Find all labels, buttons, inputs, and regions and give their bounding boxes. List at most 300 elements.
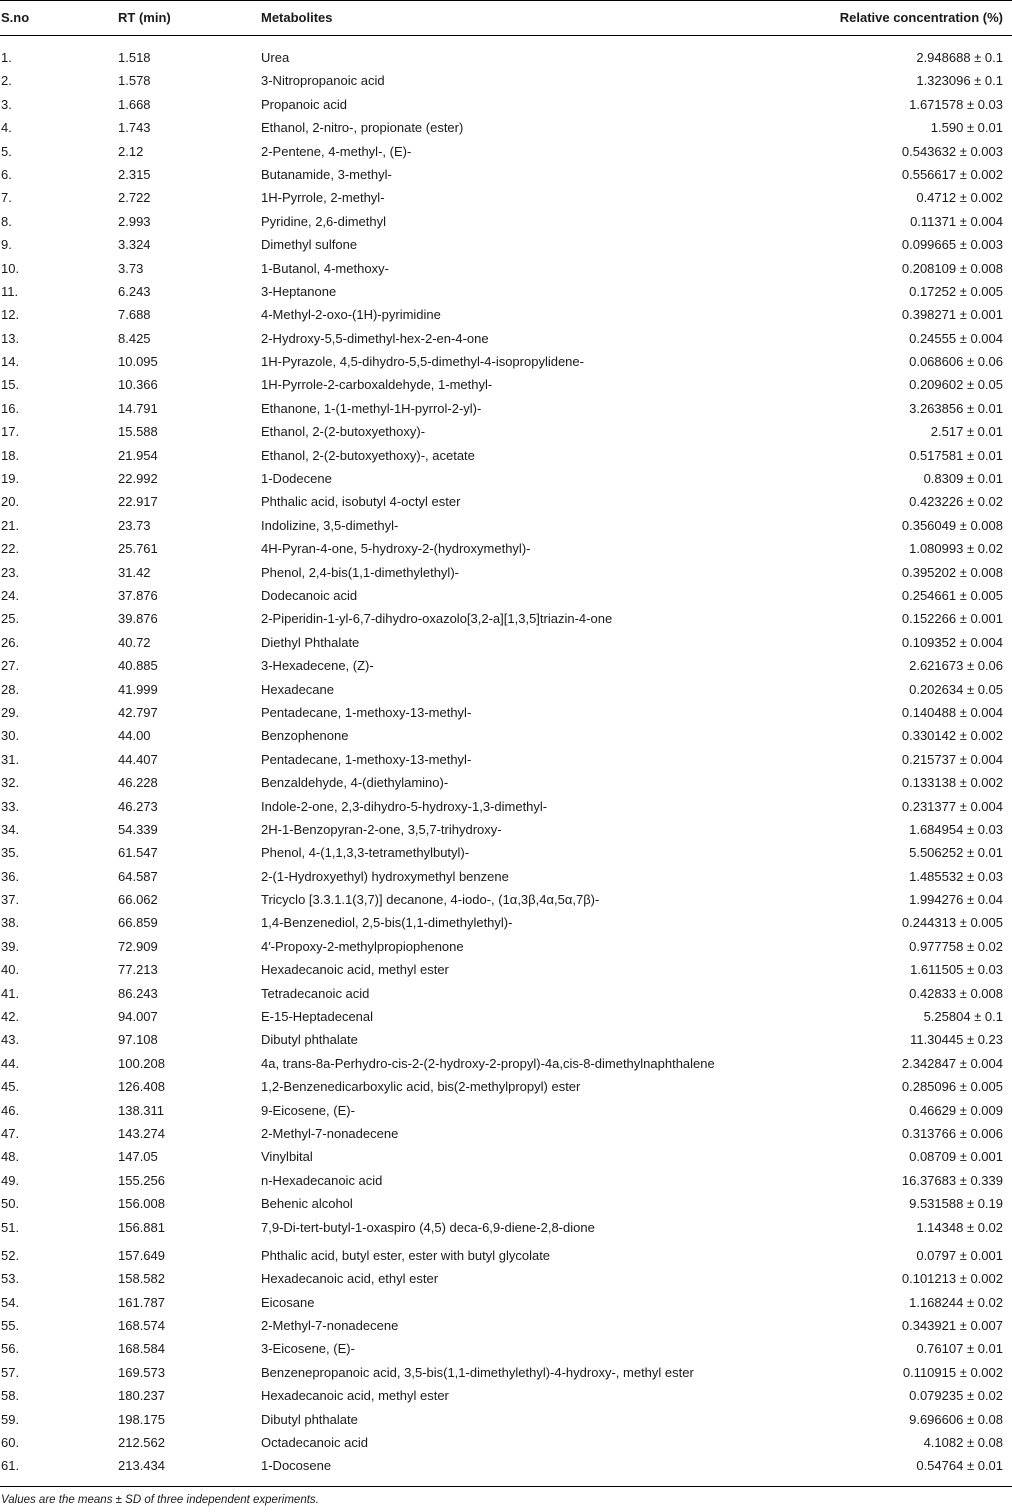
cell-concentration: 0.313766 ± 0.006 — [901, 1125, 1003, 1141]
cell-metabolite: 2-Piperidin-1-yl-6,7-dihydro-oxazolo[3,2-a][1,3,5]triazin-4-one — [261, 611, 613, 627]
cell-concentration: 0.109352 ± 0.004 — [901, 634, 1003, 650]
cell-metabolite: 1H-Pyrrole-2-carboxaldehyde, 1-methyl- — [261, 377, 493, 393]
cell-rt: 46.228 — [118, 775, 158, 791]
cell-sno: 26. — [1, 634, 20, 650]
cell-rt: 41.999 — [118, 681, 158, 697]
cell-concentration: 1.994276 ± 0.04 — [909, 892, 1003, 908]
table-row — [0, 748, 1012, 771]
cell-sno: 54. — [1, 1294, 20, 1310]
table-row — [0, 818, 1012, 841]
cell-concentration: 0.17252 ± 0.005 — [909, 283, 1003, 299]
cell-concentration: 0.209602 ± 0.05 — [909, 377, 1003, 393]
cell-metabolite: Vinylbital — [261, 1149, 313, 1165]
table-row — [0, 1454, 1012, 1477]
table-row — [0, 1005, 1012, 1028]
cell-sno: 50. — [1, 1196, 20, 1212]
cell-rt: 15.588 — [118, 424, 158, 440]
cell-concentration: 0.395202 ± 0.008 — [901, 564, 1003, 580]
cell-rt: 86.243 — [118, 985, 158, 1001]
cell-rt: 14.791 — [118, 400, 158, 416]
cell-rt: 138.311 — [118, 1102, 165, 1118]
cell-concentration: 1.080993 ± 0.02 — [909, 541, 1003, 557]
cell-metabolite: 2-Methyl-7-nonadecene — [261, 1125, 399, 1141]
cell-concentration: 0.42833 ± 0.008 — [909, 985, 1003, 1001]
cell-sno: 45. — [1, 1079, 20, 1095]
cell-sno: 14. — [1, 354, 20, 370]
cell-sno: 10. — [1, 260, 20, 276]
table-row — [0, 1145, 1012, 1168]
cell-rt: 3.324 — [118, 237, 151, 253]
cell-metabolite: Dimethyl sulfone — [261, 237, 358, 253]
cell-sno: 9. — [1, 237, 12, 253]
cell-rt: 23.73 — [118, 517, 151, 533]
cell-metabolite: Pentadecane, 1-methoxy-13-methyl- — [261, 751, 472, 767]
cell-concentration: 0.202634 ± 0.05 — [909, 681, 1003, 697]
cell-sno: 44. — [1, 1055, 20, 1071]
table-footnote: Values are the means ± SD of three independent experiments. — [1, 1494, 319, 1506]
cell-metabolite: Octadecanoic acid — [261, 1435, 368, 1451]
table-row — [0, 420, 1012, 443]
cell-metabolite: Phenol, 4-(1,1,3,3-tetramethylbutyl)- — [261, 845, 470, 861]
cell-metabolite: Dodecanoic acid — [261, 587, 358, 603]
cell-metabolite: 4a, trans-8a-Perhydro-cis-2-(2-hydroxy-2-propyl)-4a,cis-8-dimethylnaphthalene — [261, 1055, 715, 1071]
cell-concentration: 0.08709 ± 0.001 — [909, 1149, 1003, 1165]
cell-concentration: 0.398271 ± 0.001 — [901, 307, 1003, 323]
cell-metabolite: Dibutyl phthalate — [261, 1032, 358, 1048]
cell-sno: 51. — [1, 1219, 20, 1235]
cell-sno: 29. — [1, 704, 20, 720]
cell-concentration: 1.671578 ± 0.03 — [909, 96, 1003, 112]
cell-rt: 156.008 — [118, 1196, 165, 1212]
cell-rt: 64.587 — [118, 868, 158, 884]
cell-rt: 22.992 — [118, 471, 158, 487]
table-row — [0, 210, 1012, 233]
cell-metabolite: Ethanone, 1-(1-methyl-1H-pyrrol-2-yl)- — [261, 400, 482, 416]
cell-concentration: 0.76107 ± 0.01 — [916, 1341, 1003, 1357]
cell-sno: 31. — [1, 751, 20, 767]
table-body — [0, 46, 1012, 1478]
cell-concentration: 2.517 ± 0.01 — [930, 424, 1003, 440]
cell-sno: 19. — [1, 471, 20, 487]
cell-rt: 7.688 — [118, 307, 151, 323]
cell-rt: 54.339 — [118, 821, 158, 837]
cell-concentration: 0.254661 ± 0.005 — [901, 587, 1003, 603]
cell-rt: 168.574 — [118, 1318, 165, 1334]
cell-sno: 46. — [1, 1102, 20, 1118]
cell-metabolite: Benzophenone — [261, 728, 349, 744]
table-row — [0, 116, 1012, 139]
header-rt: RT (min) — [118, 10, 171, 25]
cell-sno: 47. — [1, 1125, 20, 1141]
cell-metabolite: 1-Dodecene — [261, 471, 332, 487]
cell-sno: 13. — [1, 330, 20, 346]
cell-sno: 3. — [1, 96, 12, 112]
cell-concentration: 0.208109 ± 0.008 — [901, 260, 1003, 276]
cell-rt: 44.00 — [118, 728, 151, 744]
cell-metabolite: 3-Nitropropanoic acid — [261, 73, 385, 89]
table-row — [0, 1314, 1012, 1337]
table-row — [0, 1099, 1012, 1122]
cell-rt: 168.584 — [118, 1341, 165, 1357]
cell-metabolite: Eicosane — [261, 1294, 315, 1310]
cell-rt: 37.876 — [118, 587, 158, 603]
cell-sno: 57. — [1, 1364, 20, 1380]
cell-concentration: 3.263856 ± 0.01 — [909, 400, 1003, 416]
cell-metabolite: Indole-2-one, 2,3-dihydro-5-hydroxy-1,3-dimethyl- — [261, 798, 548, 814]
cell-metabolite: E-15-Heptadecenal — [261, 1009, 374, 1025]
cell-rt: 6.243 — [118, 283, 151, 299]
table-row — [0, 257, 1012, 280]
cell-concentration: 9.696606 ± 0.08 — [909, 1411, 1003, 1427]
cell-sno: 1. — [1, 50, 12, 65]
cell-metabolite: Tetradecanoic acid — [261, 985, 370, 1001]
table-row — [0, 46, 1012, 69]
cell-sno: 11. — [1, 283, 19, 299]
cell-sno: 23. — [1, 564, 20, 580]
table-row — [0, 584, 1012, 607]
cell-rt: 72.909 — [118, 938, 158, 954]
cell-sno: 2. — [1, 73, 12, 89]
cell-sno: 27. — [1, 658, 20, 674]
cell-metabolite: Phthalic acid, butyl ester, ester with butyl glycolate — [261, 1247, 551, 1263]
table-row — [0, 467, 1012, 490]
cell-sno: 34. — [1, 821, 20, 837]
cell-rt: 25.761 — [118, 541, 158, 557]
cell-rt: 126.408 — [118, 1079, 165, 1095]
cell-concentration: 1.14348 ± 0.02 — [916, 1219, 1003, 1235]
cell-rt: 161.787 — [118, 1294, 165, 1310]
cell-metabolite: 4′-Propoxy-2-methylpropiophenone — [261, 938, 464, 954]
cell-sno: 16. — [1, 400, 20, 416]
cell-rt: 2.722 — [118, 190, 151, 206]
table-row — [0, 701, 1012, 724]
cell-metabolite: Ethanol, 2-(2-butoxyethoxy)- — [261, 424, 426, 440]
cell-concentration: 5.506252 ± 0.01 — [909, 845, 1003, 861]
cell-metabolite: 1,2-Benzenedicarboxylic acid, bis(2-methylpropyl) ester — [261, 1079, 581, 1095]
table-row — [0, 841, 1012, 864]
cell-rt: 156.881 — [118, 1219, 165, 1235]
cell-metabolite: Urea — [261, 50, 290, 65]
cell-metabolite: 4H-Pyran-4-one, 5-hydroxy-2-(hydroxymethyl)- — [261, 541, 531, 557]
cell-metabolite: 2-Pentene, 4-methyl-, (E)- — [261, 143, 412, 159]
cell-metabolite: Butanamide, 3-methyl- — [261, 166, 392, 182]
cell-concentration: 0.215737 ± 0.004 — [901, 751, 1003, 767]
cell-concentration: 0.079235 ± 0.02 — [909, 1388, 1003, 1404]
cell-concentration: 9.531588 ± 0.19 — [909, 1196, 1003, 1212]
table-row — [0, 140, 1012, 163]
cell-concentration: 0.140488 ± 0.004 — [901, 704, 1003, 720]
cell-metabolite: 1H-Pyrrole, 2-methyl- — [261, 190, 385, 206]
table-row — [0, 607, 1012, 630]
cell-metabolite: 2-Hydroxy-5,5-dimethyl-hex-2-en-4-one — [261, 330, 489, 346]
cell-sno: 21. — [1, 517, 20, 533]
cell-sno: 38. — [1, 915, 20, 931]
cell-sno: 36. — [1, 868, 20, 884]
cell-concentration: 0.231377 ± 0.004 — [901, 798, 1003, 814]
cell-rt: 143.274 — [118, 1125, 165, 1141]
table-row — [0, 514, 1012, 537]
table-row — [0, 280, 1012, 303]
cell-sno: 56. — [1, 1341, 20, 1357]
cell-sno: 22. — [1, 541, 20, 557]
cell-rt: 1.743 — [118, 120, 151, 136]
cell-sno: 5. — [1, 143, 12, 159]
cell-rt: 1.668 — [118, 96, 151, 112]
table-row — [0, 982, 1012, 1005]
table-row — [0, 1169, 1012, 1192]
cell-sno: 25. — [1, 611, 20, 627]
cell-sno: 42. — [1, 1009, 20, 1025]
cell-concentration: 0.285096 ± 0.005 — [901, 1079, 1003, 1095]
cell-concentration: 0.11371 ± 0.004 — [910, 213, 1003, 229]
cell-metabolite: 2-Methyl-7-nonadecene — [261, 1318, 399, 1334]
cell-concentration: 0.0797 ± 0.001 — [916, 1247, 1003, 1263]
cell-rt: 46.273 — [118, 798, 158, 814]
cell-metabolite: Benzaldehyde, 4-(diethylamino)- — [261, 775, 449, 791]
cell-rt: 10.366 — [118, 377, 158, 393]
cell-rt: 40.885 — [118, 658, 158, 674]
cell-concentration: 5.25804 ± 0.1 — [923, 1009, 1003, 1025]
cell-sno: 17. — [1, 424, 20, 440]
table-row — [0, 186, 1012, 209]
cell-concentration: 0.068606 ± 0.06 — [909, 354, 1003, 370]
table-row — [0, 163, 1012, 186]
cell-concentration: 1.168244 ± 0.02 — [909, 1294, 1003, 1310]
cell-sno: 58. — [1, 1388, 20, 1404]
cell-sno: 35. — [1, 845, 20, 861]
table-row — [0, 678, 1012, 701]
cell-concentration: 1.323096 ± 0.1 — [916, 73, 1003, 89]
cell-rt: 66.859 — [118, 915, 158, 931]
cell-sno: 6. — [1, 166, 12, 182]
cell-concentration: 0.152266 ± 0.001 — [901, 611, 1003, 627]
table-row — [0, 935, 1012, 958]
cell-concentration: 0.4712 ± 0.002 — [916, 190, 1003, 206]
table-row — [0, 654, 1012, 677]
cell-concentration: 0.330142 ± 0.002 — [901, 728, 1003, 744]
table-row — [0, 373, 1012, 396]
cell-rt: 212.562 — [118, 1435, 165, 1451]
cell-concentration: 2.948688 ± 0.1 — [916, 50, 1003, 65]
table-row — [0, 350, 1012, 373]
cell-rt: 180.237 — [118, 1388, 165, 1404]
cell-rt: 100.208 — [118, 1055, 165, 1071]
cell-metabolite: 3-Hexadecene, (Z)- — [261, 658, 374, 674]
table-row — [0, 865, 1012, 888]
cell-metabolite: n-Hexadecanoic acid — [261, 1172, 383, 1188]
table-row — [0, 397, 1012, 420]
header-rule — [0, 35, 1012, 36]
table-row — [0, 1052, 1012, 1075]
table-row — [0, 69, 1012, 92]
bottom-rule — [0, 1486, 1012, 1487]
cell-rt: 155.256 — [118, 1172, 165, 1188]
cell-concentration: 4.1082 ± 0.08 — [923, 1435, 1003, 1451]
cell-rt: 22.917 — [118, 494, 158, 510]
cell-metabolite: Hexadecane — [261, 681, 334, 697]
cell-metabolite: 1,4-Benzenediol, 2,5-bis(1,1-dimethylethyl)- — [261, 915, 513, 931]
table-row — [0, 795, 1012, 818]
cell-concentration: 0.24555 ± 0.004 — [909, 330, 1003, 346]
cell-sno: 40. — [1, 962, 20, 978]
header-metabolites: Metabolites — [261, 10, 333, 25]
table-row — [0, 1361, 1012, 1384]
cell-concentration: 11.30445 ± 0.23 — [910, 1032, 1003, 1048]
cell-metabolite: Phthalic acid, isobutyl 4-octyl ester — [261, 494, 461, 510]
table-row — [0, 1337, 1012, 1360]
cell-metabolite: Hexadecanoic acid, ethyl ester — [261, 1271, 439, 1287]
cell-rt: 39.876 — [118, 611, 158, 627]
cell-metabolite: Pyridine, 2,6-dimethyl — [261, 213, 386, 229]
cell-rt: 157.649 — [118, 1247, 165, 1263]
table-row — [0, 958, 1012, 981]
cell-metabolite: Hexadecanoic acid, methyl ester — [261, 1388, 449, 1404]
cell-rt: 2.12 — [118, 143, 144, 159]
cell-rt: 66.062 — [118, 892, 158, 908]
cell-concentration: 0.543632 ± 0.003 — [901, 143, 1003, 159]
table-header — [0, 0, 1012, 35]
cell-sno: 12. — [1, 307, 20, 323]
cell-concentration: 0.133138 ± 0.002 — [901, 775, 1003, 791]
cell-metabolite: Pentadecane, 1-methoxy-13-methyl- — [261, 704, 472, 720]
cell-rt: 198.175 — [118, 1411, 165, 1427]
cell-metabolite: 1-Butanol, 4-methoxy- — [261, 260, 389, 276]
cell-sno: 7. — [1, 190, 12, 206]
cell-sno: 60. — [1, 1435, 20, 1451]
cell-concentration: 0.54764 ± 0.01 — [916, 1458, 1003, 1474]
cell-sno: 24. — [1, 587, 20, 603]
cell-rt: 10.095 — [118, 354, 158, 370]
table-row — [0, 1431, 1012, 1454]
table-row — [0, 1267, 1012, 1290]
cell-rt: 31.42 — [118, 564, 151, 580]
table-row — [0, 911, 1012, 934]
cell-rt: 213.434 — [118, 1458, 165, 1474]
cell-rt: 3.73 — [118, 260, 144, 276]
cell-concentration: 0.099665 ± 0.003 — [901, 237, 1003, 253]
cell-sno: 53. — [1, 1271, 20, 1287]
table-row — [0, 1408, 1012, 1431]
cell-metabolite: 7,9-Di-tert-butyl-1-oxaspiro (4,5) deca-6,9-diene-2,8-dione — [261, 1219, 595, 1235]
cell-concentration: 0.46629 ± 0.009 — [909, 1102, 1003, 1118]
cell-sno: 43. — [1, 1032, 20, 1048]
table-row — [0, 1075, 1012, 1098]
table-row — [0, 724, 1012, 747]
table-row — [0, 1384, 1012, 1407]
cell-sno: 41. — [1, 985, 20, 1001]
cell-metabolite: 3-Heptanone — [261, 283, 337, 299]
cell-metabolite: Diethyl Phthalate — [261, 634, 360, 650]
cell-metabolite: 4-Methyl-2-oxo-(1H)-pyrimidine — [261, 307, 441, 323]
table-row — [0, 1122, 1012, 1145]
cell-concentration: 2.342847 ± 0.004 — [901, 1055, 1003, 1071]
cell-rt: 61.547 — [118, 845, 158, 861]
cell-concentration: 0.343921 ± 0.007 — [901, 1318, 1003, 1334]
table-row — [0, 771, 1012, 794]
cell-sno: 55. — [1, 1318, 20, 1334]
cell-concentration: 0.244313 ± 0.005 — [901, 915, 1003, 931]
cell-rt: 44.407 — [118, 751, 158, 767]
cell-sno: 18. — [1, 447, 20, 463]
cell-rt: 147.05 — [118, 1149, 158, 1165]
cell-concentration: 1.485532 ± 0.03 — [909, 868, 1003, 884]
header-sno: S.no — [1, 10, 30, 25]
table-row — [0, 1028, 1012, 1051]
cell-concentration: 1.684954 ± 0.03 — [909, 821, 1003, 837]
cell-sno: 48. — [1, 1149, 20, 1165]
cell-sno: 4. — [1, 120, 12, 136]
table-row — [0, 93, 1012, 116]
cell-metabolite: Ethanol, 2-nitro-, propionate (ester) — [261, 120, 464, 136]
cell-metabolite: Benzenepropanoic acid, 3,5-bis(1,1-dimethylethyl)-4-hydroxy-, methyl ester — [261, 1364, 694, 1380]
cell-rt: 169.573 — [118, 1364, 165, 1380]
cell-rt: 42.797 — [118, 704, 158, 720]
cell-rt: 8.425 — [118, 330, 151, 346]
cell-metabolite: 9-Eicosene, (E)- — [261, 1102, 355, 1118]
table-row — [0, 537, 1012, 560]
table-row — [0, 1216, 1012, 1239]
cell-rt: 97.108 — [118, 1032, 158, 1048]
cell-metabolite: 1H-Pyrazole, 4,5-dihydro-5,5-dimethyl-4-isopropylidene- — [261, 354, 584, 370]
cell-metabolite: Behenic alcohol — [261, 1196, 353, 1212]
cell-sno: 20. — [1, 494, 20, 510]
cell-concentration: 0.110915 ± 0.002 — [902, 1364, 1003, 1380]
cell-rt: 158.582 — [118, 1271, 165, 1287]
cell-concentration: 0.423226 ± 0.02 — [909, 494, 1003, 510]
cell-concentration: 0.556617 ± 0.002 — [901, 166, 1003, 182]
cell-rt: 94.007 — [118, 1009, 158, 1025]
cell-sno: 8. — [1, 213, 12, 229]
cell-sno: 61. — [1, 1458, 20, 1474]
cell-rt: 77.213 — [118, 962, 158, 978]
cell-metabolite: Tricyclo [3.3.1.1(3,7)] decanone, 4-iodo-, (1α,3β,4α,5α,7β)- — [261, 892, 600, 908]
cell-metabolite: Propanoic acid — [261, 96, 347, 112]
cell-concentration: 1.590 ± 0.01 — [930, 120, 1003, 136]
cell-concentration: 0.517581 ± 0.01 — [909, 447, 1003, 463]
table-row — [0, 1192, 1012, 1215]
table-row — [0, 303, 1012, 326]
table-row — [0, 444, 1012, 467]
table-row — [0, 631, 1012, 654]
cell-metabolite: 2-(1-Hydroxyethyl) hydroxymethyl benzene — [261, 868, 509, 884]
cell-metabolite: 2H-1-Benzopyran-2-one, 3,5,7-trihydroxy- — [261, 821, 502, 837]
cell-concentration: 0.8309 ± 0.01 — [923, 471, 1003, 487]
cell-sno: 39. — [1, 938, 20, 954]
table-row — [0, 1244, 1012, 1267]
cell-sno: 52. — [1, 1247, 20, 1263]
cell-rt: 2.993 — [118, 213, 151, 229]
table-row — [0, 327, 1012, 350]
cell-metabolite: Phenol, 2,4-bis(1,1-dimethylethyl)- — [261, 564, 459, 580]
cell-rt: 21.954 — [118, 447, 158, 463]
cell-metabolite: Dibutyl phthalate — [261, 1411, 358, 1427]
cell-metabolite: Hexadecanoic acid, methyl ester — [261, 962, 449, 978]
cell-metabolite: 1-Docosene — [261, 1458, 332, 1474]
cell-sno: 28. — [1, 681, 20, 697]
cell-metabolite: Indolizine, 3,5-dimethyl- — [261, 517, 399, 533]
cell-metabolite: 3-Eicosene, (E)- — [261, 1341, 355, 1357]
table-row — [0, 1291, 1012, 1314]
cell-sno: 30. — [1, 728, 20, 744]
table-row — [0, 490, 1012, 513]
table-row — [0, 233, 1012, 256]
cell-concentration: 0.977758 ± 0.02 — [909, 938, 1003, 954]
header-concentration: Relative concentration (%) — [839, 10, 1003, 25]
cell-concentration: 2.621673 ± 0.06 — [909, 658, 1003, 674]
cell-concentration: 16.37683 ± 0.339 — [901, 1172, 1003, 1188]
table-row — [0, 561, 1012, 584]
cell-concentration: 0.101213 ± 0.002 — [901, 1271, 1003, 1287]
